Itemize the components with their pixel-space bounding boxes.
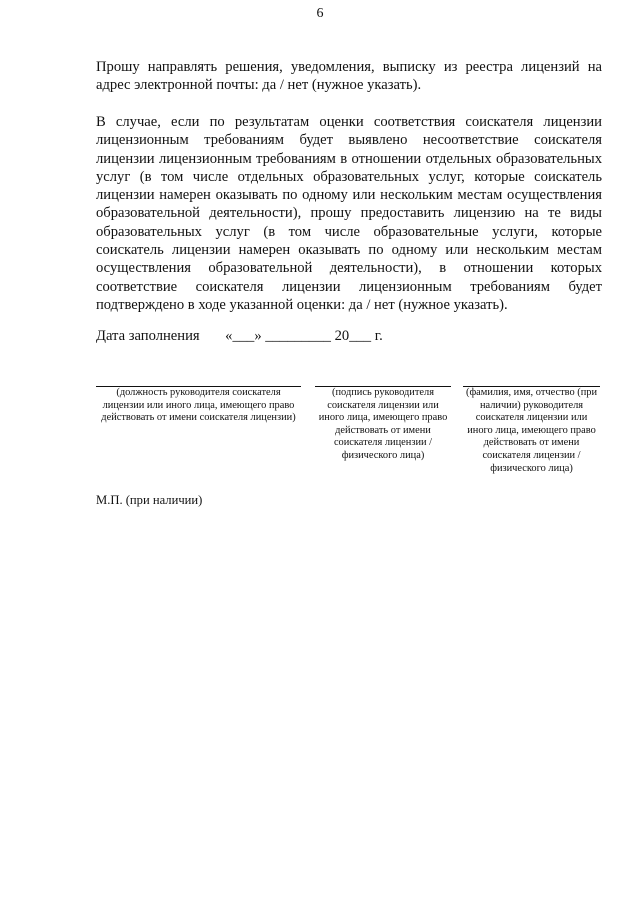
stamp-note: М.П. (при наличии) (96, 493, 203, 507)
signature-caption: (подпись руководителя соискателя лицензии или иного лица, имеющего право действовать от имени соискателя лицензии / физического лица) (318, 387, 448, 461)
completion-date-line: Дата заполнения «___» _________ 20___ г. (96, 328, 383, 344)
partial-license-paragraph: В случае, если по результатам оценки соответствия соискателя лицензии лицензионным требованиям будет выявлено несоответствие соискателя лицензии лицензионным требованиям в отношении отдельных образовательных услуг (в том числе отдельных образовательных услуг, которые соискатель лицензии намерен оказывать по одному или нескольким местам осуществления образовательной деятельности), прошу предоставить лицензию на те виды образовательных услуг (в том числе образовательные услуги, которые соискатель лицензии намерен оказывать по одному или нескольким местам осуществления образовательной деятельности), в отношении которых соответствие соискателя лицензии лицензионным требованиям будет подтверждено в ходе указанной оценки: да / нет (нужное указать). (96, 114, 602, 313)
signature-block-signature (315, 386, 451, 463)
signature-block-position (96, 386, 301, 425)
page-number: 6 (316, 6, 324, 21)
full-name-caption: (фамилия, имя, отчество (при наличии) руководителя соискателя лицензии или иного лица, имеющего право действовать от имени соискателя лицензии / физического лица) (465, 387, 598, 474)
email-request-paragraph: Прошу направлять решения, уведомления, выписку из реестра лицензий на адрес электронной почты: да / нет (нужное указать). (96, 59, 602, 94)
position-caption: (должность руководителя соискателя лицензии или иного лица, имеющего право действовать от имени соискателя лицензии) (101, 387, 296, 424)
signature-block-full-name (463, 386, 600, 475)
